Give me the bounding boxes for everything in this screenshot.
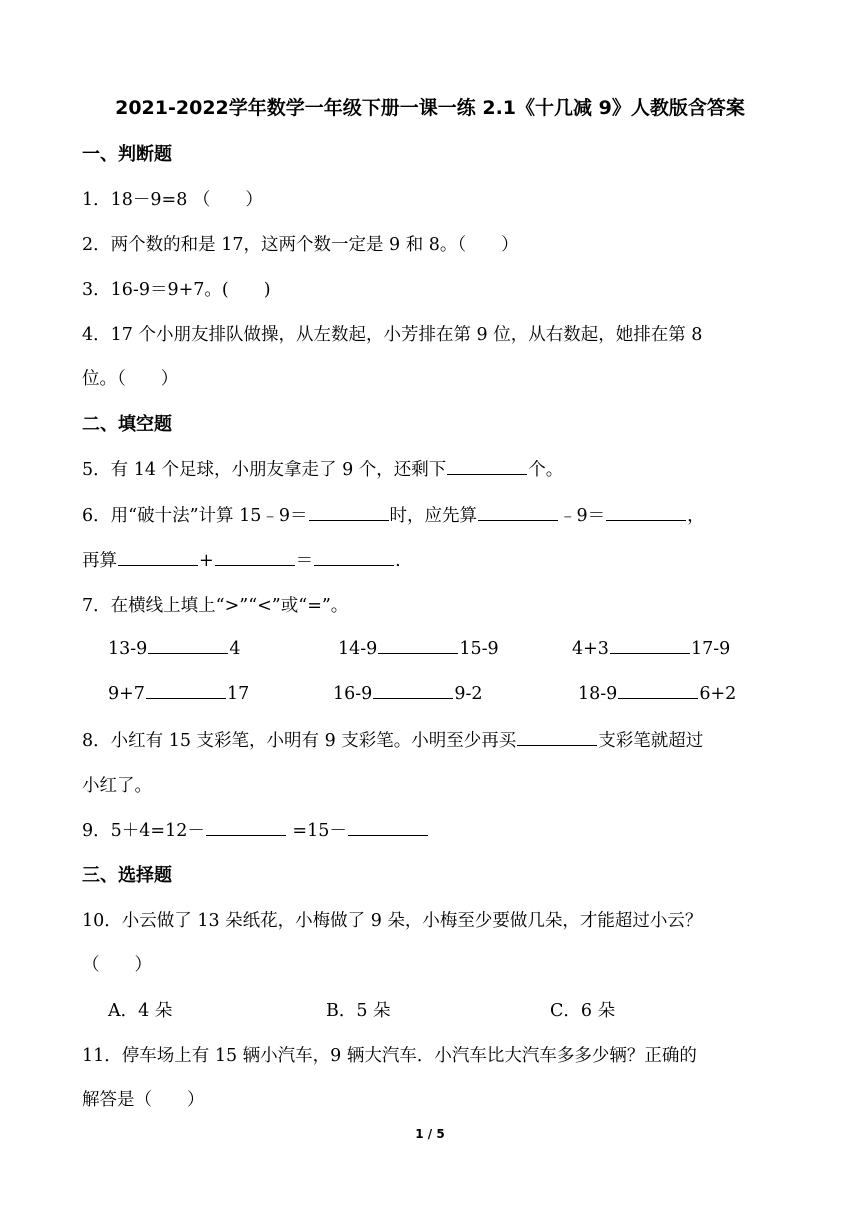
page-title: 2021-2022学年数学一年级下册一课一练 2.1《十几减 9》人教版含答案	[115, 97, 745, 119]
question-8-line-1	[82, 727, 703, 752]
answer-blank[interactable]	[314, 549, 394, 566]
question-10-paren: （ ）	[82, 955, 152, 975]
question-6-text: ＝	[295, 551, 314, 571]
compare-left: 16-9	[333, 684, 373, 704]
answer-blank[interactable]	[610, 637, 690, 654]
compare-item	[578, 682, 736, 704]
question-6-text: ﹣9＝	[559, 506, 606, 526]
question-9-text: =15－	[286, 821, 347, 841]
compare-right: 9-2	[454, 684, 483, 704]
question-7-stem: 7．在横线上填上“>”“<”或“=”。	[82, 596, 349, 616]
question-9	[82, 817, 429, 842]
question-6-text: +	[199, 551, 214, 571]
answer-blank[interactable]	[206, 819, 286, 836]
option-b[interactable]: B．5 朵	[326, 1001, 391, 1021]
question-3: 3．16-9＝9+7。( )	[82, 280, 271, 300]
answer-blank[interactable]	[215, 549, 295, 566]
compare-right: 6+2	[699, 684, 737, 704]
question-6-line-2	[82, 547, 401, 572]
compare-left: 4+3	[572, 639, 609, 659]
compare-right: 17	[226, 684, 250, 704]
answer-blank[interactable]	[309, 504, 389, 521]
answer-blank[interactable]	[118, 549, 198, 566]
question-6-text: ，	[687, 506, 705, 526]
question-6-text: 再算	[82, 551, 117, 571]
section-heading-choice: 三、选择题	[82, 865, 172, 886]
answer-blank[interactable]	[447, 458, 527, 475]
question-8-line-2: 小红了。	[82, 776, 152, 796]
compare-right: 17-9	[690, 639, 731, 659]
option-c[interactable]: C．6 朵	[550, 1001, 616, 1021]
compare-right: 15-9	[459, 639, 499, 659]
question-5-text: 5．有 14 个足球，小朋友拿走了 9 个，还剩下	[82, 460, 447, 480]
question-4-line-1: 4．17 个小朋友排队做操，从左数起，小芳排在第 9 位，从右数起，她排在第 8	[82, 325, 703, 345]
compare-item	[333, 682, 483, 704]
question-5	[82, 456, 563, 481]
question-6-text: .	[395, 551, 401, 571]
compare-item	[572, 637, 730, 659]
option-a[interactable]: A．4 朵	[108, 1001, 173, 1021]
answer-blank[interactable]	[478, 504, 558, 521]
answer-blank[interactable]	[373, 682, 453, 699]
question-8-text: 8．小红有 15 支彩笔，小明有 9 支彩笔。小明至少再买	[82, 731, 517, 751]
compare-left: 18-9	[578, 684, 618, 704]
answer-blank[interactable]	[146, 682, 226, 699]
question-6-text: 6．用“破十法”计算 15﹣9＝	[82, 506, 308, 526]
section-heading-judgment: 一、判断题	[82, 144, 172, 165]
compare-left: 14-9	[338, 639, 378, 659]
question-6-line-1	[82, 502, 705, 527]
compare-left: 9+7	[108, 684, 145, 704]
compare-item	[338, 637, 499, 659]
compare-left: 13-9	[108, 639, 148, 659]
question-11-line-1: 11．停车场上有 15 辆小汽车，9 辆大汽车．小汽车比大汽车多多少辆？正确的	[82, 1046, 697, 1066]
question-9-text: 9．5＋4=12－	[82, 821, 205, 841]
answer-blank[interactable]	[618, 682, 698, 699]
answer-blank[interactable]	[348, 819, 428, 836]
question-11-line-2: 解答是（ ）	[82, 1090, 205, 1110]
compare-item	[108, 637, 240, 659]
question-10-stem: 10．小云做了 13 朵纸花，小梅做了 9 朵，小梅至少要做几朵，才能超过小云？	[82, 911, 703, 931]
section-heading-fill-blank: 二、填空题	[82, 414, 172, 435]
question-8-text: 支彩笔就超过	[598, 731, 704, 751]
question-4-line-2: 位。（ ）	[82, 369, 179, 389]
question-1: 1．18－9=8 （ ）	[82, 190, 263, 210]
question-2: 2．两个数的和是 17，这两个数一定是 9 和 8。（ ）	[82, 235, 519, 255]
answer-blank[interactable]	[517, 729, 597, 746]
question-5-suffix: 个。	[528, 460, 564, 480]
page-number: 1 / 5	[415, 1127, 445, 1141]
compare-right: 4	[229, 639, 241, 659]
answer-blank[interactable]	[378, 637, 458, 654]
answer-blank[interactable]	[606, 504, 686, 521]
question-6-text: 时，应先算	[389, 506, 477, 526]
compare-item	[108, 682, 249, 704]
answer-blank[interactable]	[148, 637, 228, 654]
